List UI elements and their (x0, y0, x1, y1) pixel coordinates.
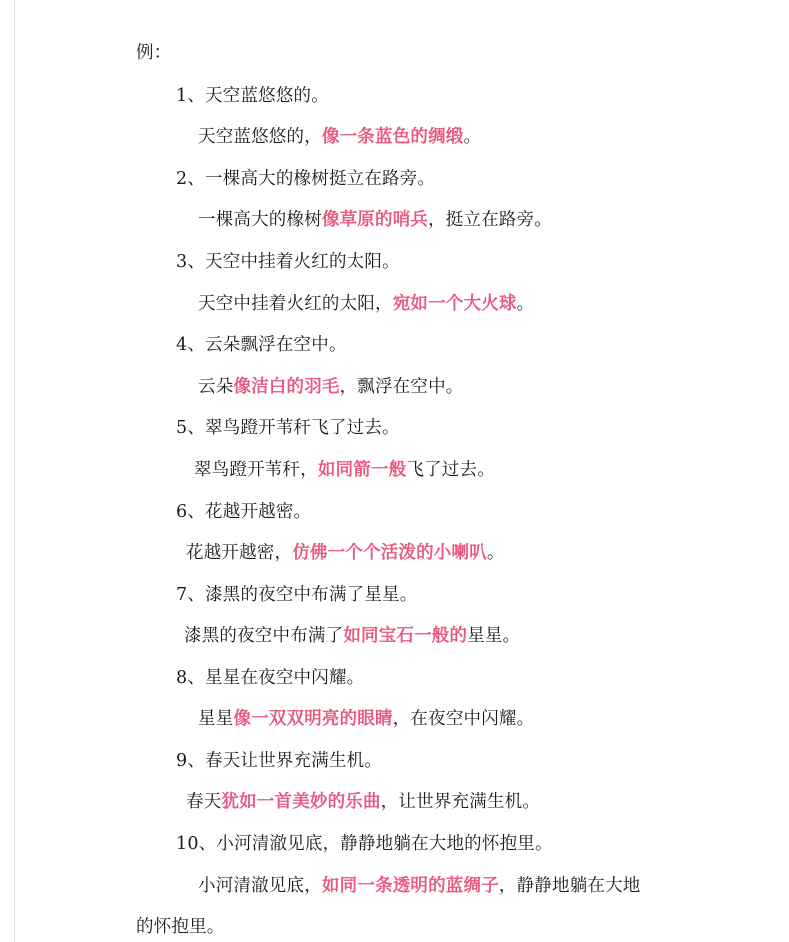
simile-highlight: 犹如一首美妙的乐曲 (221, 792, 381, 812)
item-number: 5 (176, 418, 188, 438)
rewrite-text: ，挺立在路旁。 (428, 210, 553, 230)
simile-highlight: 如同箭一般 (317, 460, 407, 480)
page-edge-divider (14, 0, 15, 942)
item-original (176, 416, 400, 440)
rewrite-text: 天空蓝悠悠的， (198, 127, 322, 147)
item-original-text: 春天让世界充满生机。 (205, 751, 383, 771)
rewrite-text: 花越开越密， (186, 543, 293, 563)
item-rewrite (198, 208, 552, 232)
item-separator: 、 (187, 252, 206, 272)
rewrite-text: 天空中挂着火红的太阳， (198, 294, 393, 314)
rewrite-text: 。 (486, 543, 505, 563)
item-original (176, 500, 311, 524)
rewrite-text: 飞了过去。 (406, 460, 495, 480)
rewrite-text: 翠鸟蹬开苇秆， (194, 460, 318, 480)
item-original-text: 星星在夜空中闪耀。 (205, 668, 365, 688)
rewrite-text: 小河清澈见底， (198, 876, 322, 896)
item-rewrite (198, 125, 481, 149)
item-original (176, 832, 553, 856)
item-original-text: 花越开越密。 (205, 502, 312, 522)
item-rewrite (194, 458, 495, 482)
item-original-text: 天空中挂着火红的太阳。 (205, 252, 400, 272)
item-number: 7 (176, 585, 188, 605)
item-separator: 、 (187, 668, 206, 688)
item-original-text: 小河清澈见底，静静地躺在大地的怀抱里。 (216, 834, 553, 854)
item-original-text: 云朵飘浮在空中。 (205, 335, 347, 355)
rewrite-text: 星星 (198, 709, 234, 729)
item-number: 4 (176, 335, 188, 355)
item-original-text: 漆黑的夜空中布满了星星。 (205, 585, 418, 605)
item-original (176, 167, 435, 191)
item-separator: 、 (187, 502, 206, 522)
simile-highlight: 像洁白的羽毛 (233, 377, 340, 397)
rewrite-text: ，飘浮在空中。 (339, 377, 464, 397)
item-rewrite (198, 375, 464, 399)
item-original (176, 749, 382, 773)
rewrite-text: ，静静地躺在大地 (498, 876, 641, 896)
item-number: 3 (176, 252, 188, 272)
rewrite-text: 一棵高大的橡树 (198, 210, 322, 230)
item-separator: 、 (187, 169, 206, 189)
item-number: 6 (176, 502, 188, 522)
rewrite-text: 星星。 (467, 626, 521, 646)
item-separator: 、 (187, 585, 206, 605)
item-number: 9 (176, 751, 188, 771)
item-original (176, 250, 400, 274)
item-separator: 、 (187, 86, 206, 106)
simile-highlight: 如同一条透明的蓝绸子 (321, 876, 499, 896)
item-separator: 、 (187, 335, 206, 355)
rewrite-text: 。 (516, 294, 535, 314)
item-separator: 、 (198, 834, 217, 854)
simile-highlight: 宛如一个大火球 (392, 294, 517, 314)
item-number: 8 (176, 668, 188, 688)
item-separator: 、 (187, 751, 206, 771)
simile-highlight: 像一双双明亮的眼睛 (233, 709, 393, 729)
rewrite-text: ，让世界充满生机。 (380, 792, 541, 812)
rewrite-text: ，在夜空中闪耀。 (392, 709, 535, 729)
item-number: 10 (176, 834, 199, 854)
item-original-text: 一棵高大的橡树挺立在路旁。 (205, 169, 436, 189)
item-separator: 、 (187, 418, 206, 438)
simile-highlight: 如同宝石一般的 (343, 626, 468, 646)
rewrite-text: 漆黑的夜空中布满了 (184, 626, 344, 646)
item-rewrite (198, 874, 641, 898)
rewrite-text: 。 (463, 127, 482, 147)
item-original (176, 583, 417, 607)
item-rewrite-continued: 的怀抱里。 (136, 917, 225, 937)
item-rewrite (186, 541, 505, 565)
item-number: 1 (176, 86, 188, 106)
rewrite-text: 春天 (186, 792, 222, 812)
item-rewrite (184, 624, 520, 648)
item-original (176, 84, 329, 108)
simile-highlight: 像一条蓝色的绸缎 (321, 127, 464, 147)
item-number: 2 (176, 169, 188, 189)
simile-highlight: 仿佛一个个活泼的小喇叭 (292, 543, 487, 563)
simile-highlight: 像草原的哨兵 (321, 210, 429, 230)
item-rewrite (198, 707, 534, 731)
item-rewrite (198, 292, 534, 316)
item-original (176, 666, 364, 690)
item-rewrite (186, 790, 540, 814)
item-original-text: 翠鸟蹬开苇秆飞了过去。 (205, 418, 400, 438)
item-original-text: 天空蓝悠悠的。 (205, 86, 329, 106)
item-original (176, 333, 347, 357)
rewrite-text: 云朵 (198, 377, 234, 397)
example-heading: 例： (136, 43, 172, 63)
